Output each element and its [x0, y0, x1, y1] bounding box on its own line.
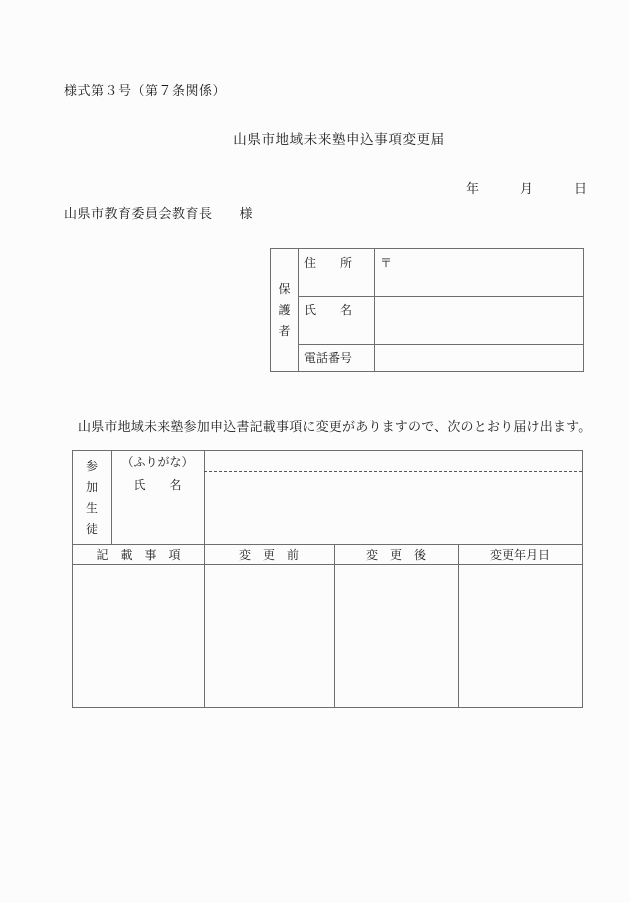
change-header-item: 記 載 事 項	[96, 547, 181, 562]
furigana-label: （ふりがな）	[121, 454, 194, 469]
guardian-phone-value[interactable]	[374, 344, 583, 371]
change-cell-before[interactable]	[204, 564, 334, 707]
change-cell-date[interactable]	[458, 564, 582, 707]
change-cell-after[interactable]	[334, 564, 458, 707]
addressee: 山県市教育委員会教育長 様	[64, 207, 254, 222]
guardian-row-label-char-1: 保	[278, 281, 291, 296]
page-title: 山県市地域未来塾申込事項変更届	[233, 132, 445, 148]
date-line: 年 月 日	[466, 182, 588, 197]
guardian-name-value[interactable]	[374, 296, 583, 344]
student-row-label-char-2: 加	[85, 479, 98, 494]
change-header-before: 変 更 前	[238, 547, 299, 562]
student-row-label	[73, 451, 111, 544]
guardian-table	[270, 248, 584, 372]
change-header-after: 変 更 後	[365, 547, 426, 562]
student-row-label-char-4: 徒	[85, 521, 98, 536]
guardian-row-label-char-2: 護	[278, 302, 291, 317]
change-cell-item[interactable]	[73, 564, 204, 707]
change-header-date: 変更年月日	[489, 547, 550, 562]
guardian-phone-label: 電話番号	[304, 351, 353, 365]
body-sentence: 山県市地域未来塾参加申込書記載事項に変更がありますので、次のとおり届け出ます。	[78, 420, 592, 435]
student-name-label: 氏 名	[133, 477, 182, 492]
change-record-table	[72, 450, 583, 708]
furigana-value[interactable]	[204, 451, 582, 471]
guardian-name-label: 氏 名	[304, 302, 353, 317]
guardian-address-label: 住 所	[304, 255, 353, 270]
student-name-value[interactable]	[204, 471, 582, 544]
guardian-row-label	[271, 249, 298, 371]
form-number: 様式第３号（第７条関係）	[64, 84, 227, 99]
student-row-label-char-1: 参	[85, 458, 98, 473]
guardian-row-label-char-3: 者	[278, 323, 291, 338]
student-row-label-char-3: 生	[85, 500, 98, 515]
guardian-address-value[interactable]: 〒	[380, 255, 393, 270]
